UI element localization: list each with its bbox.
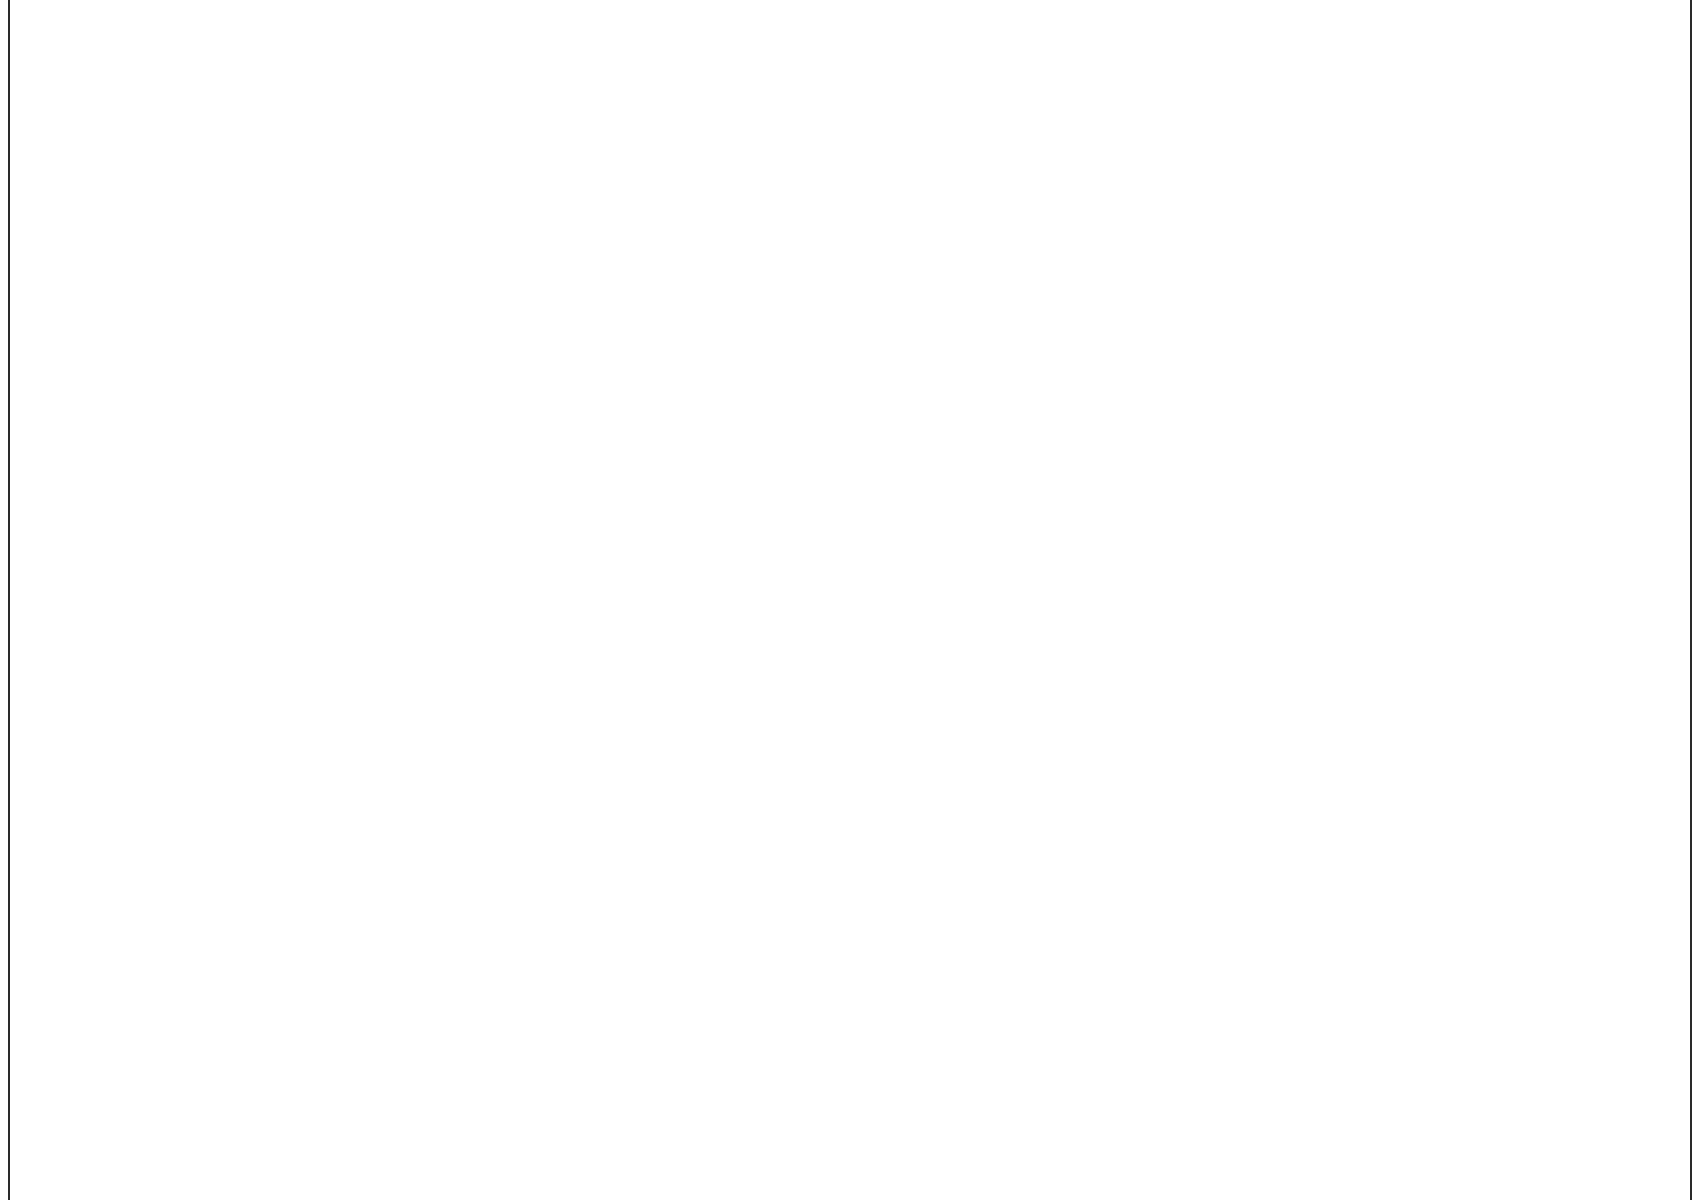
- page-edge-right: [1690, 0, 1692, 1200]
- page-edge-left: [8, 0, 10, 1200]
